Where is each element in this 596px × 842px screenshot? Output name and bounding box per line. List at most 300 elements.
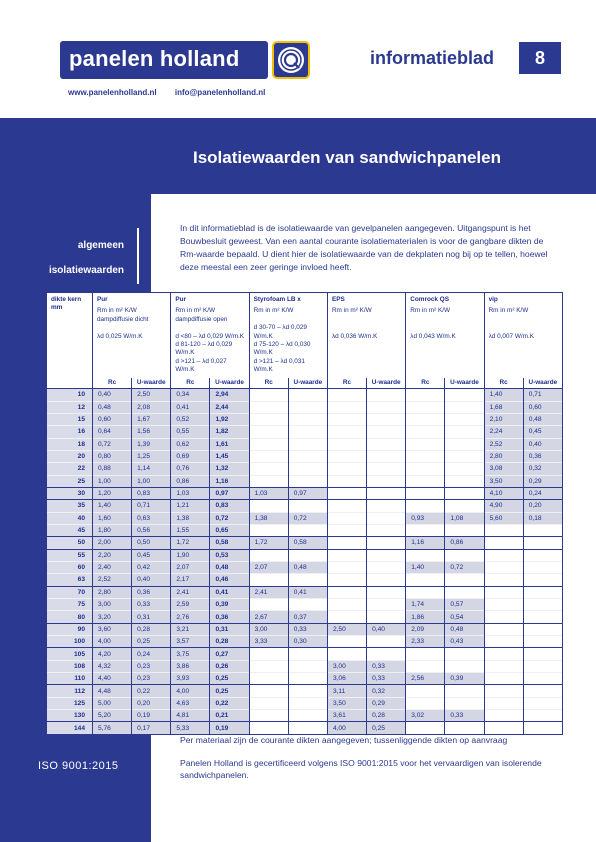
intro-text: In dit informatieblad is de isolatiewaarde van gevelpanelen aangegeven. Uitgangspunt is het Bouwbesluit geweest. Van een aantal courante isolatiematerialen is voor de gangbare dikten de Rm-waarde bepaald. U dient hier de isolatiewaarde van de dekplaten nog bij op te tellen, hoewel deze meestal een zeer geringe invloed heeft. xyxy=(180,223,548,272)
value-cell: 1,90 xyxy=(171,549,210,561)
value-cell xyxy=(367,450,406,462)
value-cell xyxy=(327,611,366,623)
value-cell xyxy=(406,413,445,425)
value-cell: 2,20 xyxy=(93,549,132,561)
value-cell xyxy=(406,586,445,598)
value-cell xyxy=(484,722,523,734)
value-cell: 3,00 xyxy=(249,623,288,635)
value-cell xyxy=(249,450,288,462)
value-cell: 0,72 xyxy=(93,438,132,450)
value-cell: 1,14 xyxy=(132,463,171,475)
value-cell xyxy=(445,697,484,709)
table-row xyxy=(47,500,563,512)
value-cell xyxy=(288,648,327,660)
thickness-cell: 10 xyxy=(47,389,93,401)
value-cell: 3,00 xyxy=(93,599,132,611)
thickness-cell: 12 xyxy=(47,401,93,413)
value-cell xyxy=(523,599,562,611)
value-cell: 1,82 xyxy=(210,426,249,438)
value-cell xyxy=(288,722,327,734)
value-cell xyxy=(484,599,523,611)
value-cell xyxy=(367,500,406,512)
col-pur-open-header: Pur Rm in m² K/W dampdiffusie open d <80 – λd 0,029 W/m.K d 81-120 – λd 0,029 W/m.K d >121 – λd 0,027 W/m.K xyxy=(171,293,249,378)
value-cell: 0,69 xyxy=(171,450,210,462)
value-cell xyxy=(367,413,406,425)
value-cell xyxy=(484,660,523,672)
value-cell xyxy=(484,648,523,660)
value-cell xyxy=(523,537,562,549)
value-cell xyxy=(327,512,366,524)
value-cell xyxy=(406,463,445,475)
value-cell: 2,00 xyxy=(93,537,132,549)
email-link[interactable]: info@panelenholland.nl xyxy=(174,88,266,97)
value-cell: 3,86 xyxy=(171,660,210,672)
value-cell xyxy=(406,524,445,536)
value-cell: 1,40 xyxy=(484,389,523,401)
value-cell: 1,32 xyxy=(210,463,249,475)
value-cell: 0,48 xyxy=(523,413,562,425)
thickness-cell: 60 xyxy=(47,561,93,573)
value-cell: 0,25 xyxy=(210,673,249,685)
thickness-cell: 112 xyxy=(47,685,93,697)
value-cell: 0,97 xyxy=(210,487,249,499)
value-cell: 0,45 xyxy=(523,426,562,438)
value-cell: 3,57 xyxy=(171,636,210,648)
value-cell: 5,76 xyxy=(93,722,132,734)
value-cell: 2,50 xyxy=(132,389,171,401)
footer-note: Per materiaal zijn de courante dikten aangegeven; tussenliggende dikten op aanvraag xyxy=(180,735,508,745)
value-cell: 0,25 xyxy=(210,685,249,697)
value-cell xyxy=(327,463,366,475)
value-cell: 0,40 xyxy=(132,574,171,586)
value-cell xyxy=(327,389,366,401)
value-cell xyxy=(445,549,484,561)
value-cell xyxy=(445,648,484,660)
value-cell: 1,92 xyxy=(210,413,249,425)
value-cell: 0,40 xyxy=(367,623,406,635)
value-cell xyxy=(484,685,523,697)
value-cell: 2,07 xyxy=(249,561,288,573)
value-cell xyxy=(445,524,484,536)
col-vip-header: vip Rm in m² K/W λd 0,007 W/m.K xyxy=(484,293,562,378)
value-cell: 0,53 xyxy=(210,549,249,561)
value-cell: 4,00 xyxy=(171,685,210,697)
table-row xyxy=(47,623,563,635)
value-cell xyxy=(406,426,445,438)
value-cell: 0,33 xyxy=(367,660,406,672)
value-cell: 4,10 xyxy=(484,487,523,499)
value-cell: 4,40 xyxy=(93,673,132,685)
value-cell: 4,63 xyxy=(171,697,210,709)
value-cell xyxy=(249,685,288,697)
value-cell: 5,33 xyxy=(171,722,210,734)
value-cell: 3,50 xyxy=(327,697,366,709)
value-cell: 2,94 xyxy=(210,389,249,401)
value-cell: 2,80 xyxy=(484,450,523,462)
table-row xyxy=(47,426,563,438)
value-cell: 0,58 xyxy=(210,537,249,549)
value-cell: 0,24 xyxy=(523,487,562,499)
value-cell xyxy=(288,401,327,413)
value-cell xyxy=(406,648,445,660)
value-cell: 2,33 xyxy=(406,636,445,648)
value-cell: 0,88 xyxy=(93,463,132,475)
value-cell: 1,40 xyxy=(406,561,445,573)
insulation-table xyxy=(46,292,563,735)
brand-logo xyxy=(60,41,308,79)
value-cell: 0,29 xyxy=(523,475,562,487)
value-cell xyxy=(523,648,562,660)
value-cell: 0,56 xyxy=(132,524,171,536)
table-row xyxy=(47,660,563,672)
value-cell xyxy=(523,549,562,561)
value-cell: 0,36 xyxy=(210,611,249,623)
value-cell: 0,27 xyxy=(210,648,249,660)
col-pur-closed-header: Pur Rm in m² K/W dampdiffusie dicht λd 0,025 W/m.K xyxy=(93,293,171,378)
value-cell: 2,09 xyxy=(406,623,445,635)
value-cell: 1,25 xyxy=(132,450,171,462)
value-cell xyxy=(288,413,327,425)
value-cell: 1,20 xyxy=(93,487,132,499)
value-cell: 0,83 xyxy=(210,500,249,512)
value-cell: 1,00 xyxy=(132,475,171,487)
value-cell: 2,59 xyxy=(171,599,210,611)
value-cell xyxy=(288,475,327,487)
value-cell xyxy=(445,475,484,487)
value-cell: 0,72 xyxy=(445,561,484,573)
value-cell: 0,62 xyxy=(171,438,210,450)
value-cell: 1,72 xyxy=(249,537,288,549)
value-cell: 1,16 xyxy=(406,537,445,549)
value-cell: 0,26 xyxy=(210,660,249,672)
value-cell xyxy=(288,524,327,536)
value-cell: 0,72 xyxy=(288,512,327,524)
value-cell xyxy=(406,697,445,709)
value-cell xyxy=(367,438,406,450)
value-cell: 0,45 xyxy=(132,549,171,561)
value-cell xyxy=(367,561,406,573)
value-cell: 0,71 xyxy=(132,500,171,512)
value-cell: 3,50 xyxy=(484,475,523,487)
value-cell: 1,21 xyxy=(171,500,210,512)
value-cell: 1,74 xyxy=(406,599,445,611)
value-cell xyxy=(406,574,445,586)
value-cell: 4,20 xyxy=(93,648,132,660)
value-cell xyxy=(249,673,288,685)
value-cell: 3,21 xyxy=(171,623,210,635)
value-cell xyxy=(523,623,562,635)
value-cell: 0,28 xyxy=(367,710,406,722)
value-cell: 0,64 xyxy=(93,426,132,438)
value-cell: 4,48 xyxy=(93,685,132,697)
value-cell: 0,33 xyxy=(367,673,406,685)
value-cell xyxy=(327,648,366,660)
value-cell: 0,41 xyxy=(210,586,249,598)
thickness-cell: 25 xyxy=(47,475,93,487)
value-cell xyxy=(288,549,327,561)
value-cell: 0,65 xyxy=(210,524,249,536)
value-cell: 0,93 xyxy=(406,512,445,524)
value-cell xyxy=(249,438,288,450)
value-cell: 0,32 xyxy=(367,685,406,697)
value-cell: 1,86 xyxy=(406,611,445,623)
quality-badge-icon xyxy=(272,41,310,79)
value-cell: 0,86 xyxy=(445,537,484,549)
value-cell: 3,93 xyxy=(171,673,210,685)
table-row xyxy=(47,599,563,611)
table-row xyxy=(47,648,563,660)
thickness-cell: 80 xyxy=(47,611,93,623)
value-cell xyxy=(288,685,327,697)
value-cell: 2,07 xyxy=(171,561,210,573)
value-cell: 1,80 xyxy=(93,524,132,536)
website-link[interactable]: www.panelenholland.nl xyxy=(68,88,157,97)
value-cell xyxy=(484,574,523,586)
value-cell: 1,03 xyxy=(249,487,288,499)
value-cell: 5,00 xyxy=(93,697,132,709)
value-cell xyxy=(367,611,406,623)
value-cell: 0,57 xyxy=(445,599,484,611)
value-cell: 0,28 xyxy=(132,623,171,635)
thickness-cell: 70 xyxy=(47,586,93,598)
value-cell xyxy=(367,389,406,401)
value-cell xyxy=(327,524,366,536)
table-row xyxy=(47,549,563,561)
value-cell: 0,40 xyxy=(523,438,562,450)
value-cell: 1,00 xyxy=(93,475,132,487)
table-row xyxy=(47,438,563,450)
value-cell xyxy=(484,611,523,623)
value-cell xyxy=(327,500,366,512)
table-row xyxy=(47,722,563,734)
value-cell: 0,22 xyxy=(210,697,249,709)
subheader-row: Rc U-waarde Rc U-waarde Rc U-waarde Rc U-waarde Rc U-waarde Rc U-waarde xyxy=(47,378,563,389)
value-cell: 0,48 xyxy=(288,561,327,573)
value-cell xyxy=(249,710,288,722)
col-styrofoam-header: Styrofoam LB x Rm in m² K/W d 30-70 – λd 0,029 W/m.K d 75-120 – λd 0,030 W/m.K d >121 – λd 0,031 W/m.K xyxy=(249,293,327,378)
value-cell xyxy=(406,722,445,734)
value-cell: 0,41 xyxy=(171,401,210,413)
value-cell xyxy=(367,599,406,611)
value-cell: 2,24 xyxy=(484,426,523,438)
value-cell: 0,21 xyxy=(210,710,249,722)
value-cell xyxy=(523,710,562,722)
value-cell: 0,19 xyxy=(132,710,171,722)
table-row xyxy=(47,413,563,425)
table-row xyxy=(47,537,563,549)
value-cell: 1,72 xyxy=(171,537,210,549)
value-cell: 2,76 xyxy=(171,611,210,623)
value-cell: 4,00 xyxy=(93,636,132,648)
value-cell xyxy=(445,574,484,586)
value-cell xyxy=(484,697,523,709)
footer-certification: Panelen Holland is gecertificeerd volgens ISO 9001:2015 voor het vervaardigen van isolerende sandwichpanelen. xyxy=(180,758,542,780)
value-cell: 1,08 xyxy=(445,512,484,524)
value-cell xyxy=(367,426,406,438)
value-cell: 0,48 xyxy=(210,561,249,573)
value-cell: 0,23 xyxy=(132,673,171,685)
value-cell: 3,11 xyxy=(327,685,366,697)
value-cell xyxy=(367,475,406,487)
value-cell xyxy=(327,413,366,425)
value-cell xyxy=(406,549,445,561)
value-cell: 3,75 xyxy=(171,648,210,660)
value-cell: 2,40 xyxy=(93,561,132,573)
value-cell xyxy=(288,673,327,685)
value-cell: 4,32 xyxy=(93,660,132,672)
table-row xyxy=(47,673,563,685)
value-cell xyxy=(406,685,445,697)
value-cell xyxy=(484,710,523,722)
value-cell xyxy=(445,722,484,734)
thickness-cell: 130 xyxy=(47,710,93,722)
col-comrock-header: Comrock QS Rm in m² K/W λd 0,043 W/m.K xyxy=(406,293,484,378)
value-cell xyxy=(288,599,327,611)
table-row xyxy=(47,487,563,499)
table-row xyxy=(47,697,563,709)
brand-name: panelen holland xyxy=(69,46,240,71)
value-cell xyxy=(445,413,484,425)
value-cell: 0,34 xyxy=(171,389,210,401)
value-cell xyxy=(484,561,523,573)
value-cell: 2,80 xyxy=(93,586,132,598)
value-cell: 0,60 xyxy=(93,413,132,425)
value-cell: 0,18 xyxy=(523,512,562,524)
value-cell xyxy=(406,487,445,499)
value-cell xyxy=(327,401,366,413)
value-cell xyxy=(406,475,445,487)
value-cell: 0,71 xyxy=(523,389,562,401)
value-cell xyxy=(445,685,484,697)
value-cell xyxy=(288,660,327,672)
value-cell xyxy=(445,426,484,438)
value-cell xyxy=(327,636,366,648)
thickness-cell: 22 xyxy=(47,463,93,475)
value-cell: 0,17 xyxy=(132,722,171,734)
value-cell xyxy=(445,389,484,401)
value-cell: 0,24 xyxy=(132,648,171,660)
value-cell: 0,33 xyxy=(445,710,484,722)
value-cell: 0,33 xyxy=(288,623,327,635)
value-cell: 0,43 xyxy=(445,636,484,648)
table-row xyxy=(47,574,563,586)
value-cell: 0,58 xyxy=(288,537,327,549)
value-cell: 0,28 xyxy=(210,636,249,648)
value-cell xyxy=(484,623,523,635)
thickness-cell: 125 xyxy=(47,697,93,709)
value-cell xyxy=(327,438,366,450)
value-cell xyxy=(249,660,288,672)
thickness-cell: 45 xyxy=(47,524,93,536)
table-row xyxy=(47,586,563,598)
value-cell: 0,76 xyxy=(171,463,210,475)
value-cell xyxy=(249,549,288,561)
page-title: Isolatiewaarden van sandwichpanelen xyxy=(193,148,501,167)
value-cell xyxy=(288,574,327,586)
value-cell xyxy=(406,660,445,672)
value-cell: 0,25 xyxy=(367,722,406,734)
value-cell xyxy=(249,697,288,709)
value-cell xyxy=(249,524,288,536)
table-row xyxy=(47,401,563,413)
value-cell xyxy=(445,450,484,462)
value-cell: 4,90 xyxy=(484,500,523,512)
value-cell xyxy=(249,389,288,401)
thickness-cell: 100 xyxy=(47,636,93,648)
value-cell: 2,41 xyxy=(171,586,210,598)
value-cell xyxy=(523,673,562,685)
value-cell xyxy=(406,438,445,450)
value-cell xyxy=(327,537,366,549)
value-cell xyxy=(484,524,523,536)
value-cell xyxy=(288,426,327,438)
value-cell: 1,61 xyxy=(210,438,249,450)
col-thickness-header: dikte kern mm xyxy=(47,293,93,378)
thickness-cell: 105 xyxy=(47,648,93,660)
value-cell xyxy=(367,463,406,475)
value-cell xyxy=(288,438,327,450)
value-cell xyxy=(445,586,484,598)
value-cell: 5,20 xyxy=(93,710,132,722)
value-cell xyxy=(327,450,366,462)
col-eps-header: EPS Rm in m² K/W λd 0,036 W/m.K xyxy=(327,293,405,378)
value-cell: 1,38 xyxy=(249,512,288,524)
value-cell: 2,44 xyxy=(210,401,249,413)
table-row xyxy=(47,524,563,536)
value-cell: 0,60 xyxy=(523,401,562,413)
thickness-cell: 55 xyxy=(47,549,93,561)
value-cell: 0,42 xyxy=(132,561,171,573)
value-cell xyxy=(445,401,484,413)
value-cell: 3,33 xyxy=(249,636,288,648)
table-row xyxy=(47,710,563,722)
value-cell: 1,55 xyxy=(171,524,210,536)
value-cell: 3,60 xyxy=(93,623,132,635)
sidebar-divider xyxy=(137,228,139,284)
value-cell: 2,52 xyxy=(484,438,523,450)
value-cell xyxy=(249,599,288,611)
value-cell: 0,48 xyxy=(93,401,132,413)
thickness-cell: 144 xyxy=(47,722,93,734)
value-cell xyxy=(523,660,562,672)
value-cell: 3,06 xyxy=(327,673,366,685)
thickness-cell: 63 xyxy=(47,574,93,586)
value-cell xyxy=(327,487,366,499)
value-cell: 3,00 xyxy=(327,660,366,672)
value-cell: 0,63 xyxy=(132,512,171,524)
value-cell: 0,55 xyxy=(171,426,210,438)
value-cell xyxy=(327,561,366,573)
thickness-cell: 15 xyxy=(47,413,93,425)
value-cell xyxy=(249,500,288,512)
value-cell xyxy=(367,586,406,598)
value-cell: 3,08 xyxy=(484,463,523,475)
value-cell: 4,81 xyxy=(171,710,210,722)
value-cell xyxy=(484,636,523,648)
value-cell xyxy=(406,389,445,401)
value-cell xyxy=(523,586,562,598)
value-cell: 2,10 xyxy=(484,413,523,425)
table-row xyxy=(47,475,563,487)
value-cell: 2,50 xyxy=(327,623,366,635)
value-cell xyxy=(249,475,288,487)
thickness-cell: 110 xyxy=(47,673,93,685)
value-cell: 2,08 xyxy=(132,401,171,413)
value-cell: 0,32 xyxy=(523,463,562,475)
sidebar-item-algemeen: algemeen xyxy=(77,240,124,251)
value-cell: 1,16 xyxy=(210,475,249,487)
value-cell xyxy=(327,574,366,586)
